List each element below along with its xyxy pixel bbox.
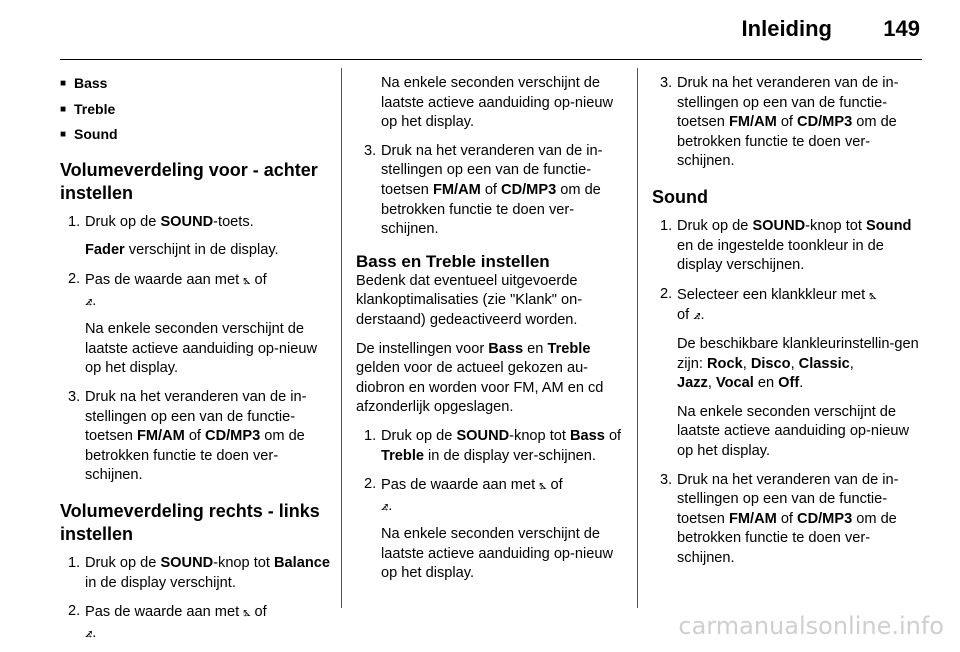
text: of — [480, 181, 502, 198]
text: gelden voor de actueel gekozen au-diobron en worden voor FM, AM en cd afzonderlijk opgeslagen. — [356, 360, 604, 416]
option-classic: Classic — [798, 355, 850, 372]
step-number: 3. — [68, 388, 81, 405]
heading-bass-treble: Bass en Treble instellen — [356, 251, 550, 271]
fader-step-1-note — [60, 241, 330, 261]
text: Pas de waarde aan met — [85, 271, 244, 288]
right-arrow-icon: ⦨ — [381, 497, 389, 513]
heading-balance: Volumeverdeling rechts - links instellen — [60, 500, 320, 544]
page-header — [0, 0, 960, 62]
fader-step-2: 2. Pas de waarde aan met ⦩ of ⦨. — [68, 270, 267, 309]
tone-step-3 — [652, 74, 924, 172]
text: -knop tot — [805, 217, 866, 234]
text: en — [523, 340, 548, 357]
text: , — [742, 355, 751, 372]
bullet-bass: ■ Bass — [60, 74, 330, 94]
watermark: carmanualsonline.info — [678, 612, 944, 640]
cd-mp3-key: CD/MP3 — [501, 181, 557, 198]
text: om de betrokken functie te doen ver-schijnen. — [85, 428, 305, 484]
right-arrow-icon: ⦨ — [693, 307, 701, 323]
text: om de betrokken functie te doen ver-schijnen. — [677, 510, 897, 566]
bullet-treble: ■ Treble — [60, 100, 330, 120]
sound-step-3 — [652, 471, 924, 569]
step-number: 1. — [68, 213, 81, 230]
text: . — [799, 375, 804, 392]
text: Druk na het veranderen van de in-stellingen op een van de functie-toetsen — [677, 75, 899, 131]
text: in de display ver-schijnen. — [424, 447, 596, 464]
text: Druk op de — [85, 554, 161, 571]
step-number: 2. — [660, 285, 673, 302]
fm-am-key: FM/AM — [432, 181, 481, 198]
left-arrow-icon: ⦩ — [869, 286, 877, 302]
sound-step-2: 2. Selecteer een klankkleur met ⦩ of ⦨. — [660, 285, 877, 324]
text: -toets. — [213, 213, 254, 230]
fader-step-2-note: Na enkele seconden verschijnt de laatste actieve aanduiding op-nieuw op het display. — [85, 321, 318, 377]
step-number: 3. — [364, 142, 377, 159]
column-2 — [356, 74, 628, 593]
fader-step-3 — [60, 388, 330, 486]
option-disco: Disco — [750, 355, 791, 372]
text: of — [250, 604, 267, 621]
bass-term: Bass — [488, 340, 524, 357]
page-title: Inleiding — [741, 16, 832, 41]
text: Druk na het veranderen van de in-stellingen op een van de functie-toetsen — [677, 471, 899, 527]
tone-step-2-note: Na enkele seconden verschijnt de laatste actieve aanduiding op-nieuw op het display. — [381, 526, 614, 582]
sound-step-1 — [652, 217, 924, 276]
text: Druk op de — [677, 217, 753, 234]
text: of — [184, 428, 206, 445]
right-arrow-icon: ⦨ — [85, 624, 93, 640]
text: of — [677, 307, 694, 324]
sound-step-2-note: Na enkele seconden verschijnt de laatste actieve aanduiding op-nieuw op het display. — [677, 403, 910, 459]
step-number: 3. — [660, 471, 673, 488]
sound-key: SOUND — [160, 554, 214, 571]
text: en — [753, 375, 779, 392]
text: Pas de waarde aan met — [85, 604, 244, 621]
balance-step-2: 2. Pas de waarde aan met ⦩ of ⦨. — [68, 603, 267, 641]
text: om de betrokken functie te doen ver-schijnen. — [677, 114, 897, 170]
text: Druk na het veranderen van de in-stellingen op een van de functie-toetsen — [381, 142, 603, 198]
heading-sound: Sound — [652, 186, 708, 207]
text: in de display verschijnt. — [85, 574, 236, 591]
left-arrow-icon: ⦩ — [539, 477, 547, 493]
fm-am-key: FM/AM — [136, 428, 185, 445]
fader-step-1 — [60, 213, 330, 233]
left-arrow-icon: ⦩ — [243, 604, 251, 620]
step-number: 1. — [364, 427, 377, 444]
step-number: 2. — [68, 270, 81, 287]
balance-step-1 — [60, 554, 330, 593]
step-number: 3. — [660, 75, 673, 91]
balance-step-2-note: Na enkele seconden verschijnt de laatste actieve aanduiding op-nieuw op het display. — [381, 75, 614, 131]
text: -knop tot — [509, 427, 570, 444]
heading-fader: Volumeverdeling voor - achter instellen — [60, 159, 318, 203]
text: Selecteer een klankkleur met — [677, 286, 870, 303]
option-rock: Rock — [707, 355, 743, 372]
sound-options — [652, 335, 924, 394]
cd-mp3-key: CD/MP3 — [797, 510, 853, 527]
treble-term: Treble — [547, 340, 591, 357]
text: Druk op de — [85, 213, 161, 230]
text: of — [776, 510, 798, 527]
balance-step-3 — [356, 142, 628, 240]
paragraph-settings — [356, 340, 628, 418]
paragraph-note: Bedenk dat eventueel uitgevoerde klankoptimalisaties (zie "Klank" on-derstaand) gedeactiveerd worden. — [356, 272, 583, 328]
tone-step-2: 2. Pas de waarde aan met ⦩ of ⦨. — [364, 476, 563, 514]
text: , — [849, 355, 854, 372]
sound-term: Sound — [866, 217, 912, 234]
right-arrow-icon: ⦨ — [85, 292, 93, 308]
step-number: 2. — [364, 476, 377, 493]
text: om de betrokken functie te doen ver-schijnen. — [381, 181, 601, 238]
text: -knop tot — [213, 554, 274, 571]
fader-term: Fader — [85, 242, 125, 259]
sound-key: SOUND — [456, 427, 510, 444]
step-number: 1. — [68, 554, 81, 571]
fm-am-key: FM/AM — [728, 114, 777, 131]
text: of — [604, 427, 622, 444]
page-number: 149 — [883, 16, 920, 41]
text: verschijnt in de display. — [124, 242, 279, 259]
text: De instellingen voor — [356, 340, 489, 357]
fm-am-key: FM/AM — [728, 510, 777, 527]
sound-key: SOUND — [160, 213, 214, 230]
balance-term: Balance — [274, 554, 330, 571]
text: en de ingestelde toonkleur in de display verschijnen. — [677, 237, 884, 274]
text: Druk na het veranderen van de in-stellingen op een van de functie-toetsen — [85, 388, 307, 445]
left-arrow-icon: ⦩ — [243, 271, 251, 287]
column-3 — [652, 74, 924, 577]
bullet-sound: ■ Sound — [60, 125, 330, 145]
cd-mp3-key: CD/MP3 — [205, 428, 261, 445]
text: Pas de waarde aan met — [381, 477, 540, 494]
tone-step-1 — [356, 427, 628, 466]
step-number: 2. — [68, 603, 81, 620]
bass-term: Bass — [570, 427, 605, 444]
option-off: Off — [778, 375, 800, 392]
text: of — [250, 271, 267, 288]
cd-mp3-key: CD/MP3 — [797, 114, 853, 131]
header-rule — [60, 59, 922, 60]
sound-key: SOUND — [752, 217, 806, 234]
text: of — [546, 477, 563, 494]
text: , — [707, 375, 716, 392]
column-divider — [637, 68, 638, 608]
column-divider — [341, 68, 342, 608]
text: Druk op de — [381, 427, 457, 444]
treble-term: Treble — [381, 447, 424, 464]
option-jazz: Jazz — [677, 375, 708, 392]
column-1 — [60, 74, 330, 652]
text: De beschikbare klankleurinstellin-gen zijn: — [677, 335, 919, 372]
text: , — [790, 355, 799, 372]
text: of — [776, 114, 798, 131]
option-vocal: Vocal — [715, 375, 754, 392]
step-number: 1. — [660, 217, 673, 234]
